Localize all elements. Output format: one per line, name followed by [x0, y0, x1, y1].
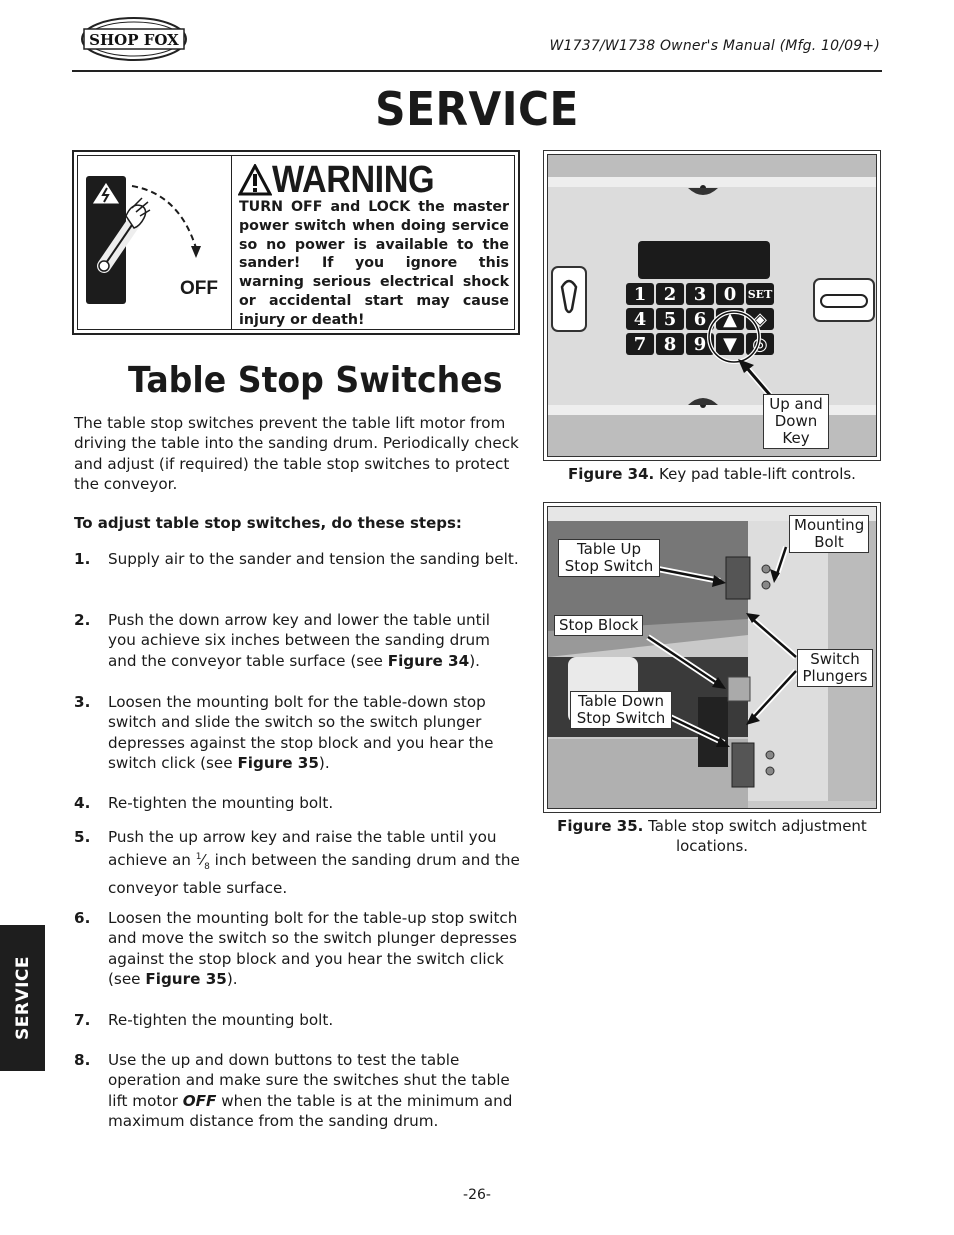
- warning-inner-frame: [77, 155, 515, 330]
- keypad-photo: [547, 154, 877, 457]
- shop-fox-logo: [80, 16, 188, 62]
- figure-label: Figure 34.: [568, 465, 655, 483]
- step-text-part: ).: [469, 651, 480, 670]
- step-text-part: Push the up arrow key and raise the table until you achieve an: [108, 828, 497, 870]
- warning-box: [72, 150, 520, 335]
- step-text: [108, 610, 522, 671]
- fraction-numerator: 1: [195, 852, 202, 863]
- keypad-down-arrow-icon: ▼: [716, 333, 744, 355]
- step-number: 3.: [74, 693, 91, 711]
- figure-caption-text: Key pad table-lift controls.: [659, 465, 856, 483]
- power-switch-off-icon: [84, 174, 224, 309]
- warning-heading: [238, 160, 452, 200]
- callout-switch-plungers: [797, 649, 873, 687]
- keypad-key-0: 0: [716, 283, 744, 305]
- keypad-key-9: 9: [686, 333, 714, 355]
- step-text: [108, 908, 522, 990]
- section-title: SERVICE: [375, 82, 579, 136]
- callout-text: Mounting Bolt: [794, 516, 865, 551]
- figure-34-caption: [543, 464, 881, 484]
- step-number: 7.: [74, 1011, 91, 1029]
- warning-divider: [231, 156, 232, 329]
- step-number: 2.: [74, 611, 91, 629]
- step-number: 4.: [74, 794, 91, 812]
- side-tab-label: SERVICE: [12, 955, 33, 1041]
- fraction-denominator: 8: [204, 862, 210, 873]
- step-text: Re-tighten the mounting bolt.: [108, 794, 334, 812]
- keypad-key-5: 5: [656, 308, 684, 330]
- step-text: Push the up arrow key and raise the table until you achieve an $^1⁄_8$ inch between the sanding drum and the conveyor table surface.: [108, 828, 520, 897]
- keypad-circle-icon: ◎: [746, 333, 774, 355]
- step-number: 8.: [74, 1051, 91, 1069]
- step-text: Re-tighten the mounting bolt.: [108, 1011, 334, 1029]
- figure-label: Figure 35.: [557, 817, 644, 835]
- step-number: 6.: [74, 909, 91, 927]
- keypad-diamond-icon: ◈: [746, 308, 774, 330]
- step-text-part: when the table is at the minimum and maximum distance from the sanding drum.: [108, 1091, 513, 1131]
- figure-reference: Figure 34: [387, 651, 470, 670]
- step-text-part: ).: [318, 754, 330, 773]
- step-text-part: Push the down arrow key and lower the table until you achieve six inches between the sanding drum and the conveyor table surface (see: [108, 611, 491, 670]
- off-emphasis: OFF: [182, 1091, 217, 1110]
- side-section-tab: [0, 925, 45, 1071]
- keypad-key-4: 4: [626, 308, 654, 330]
- callout-up-down-key: Up and Down Key: [763, 394, 829, 449]
- callout-stop-block: Stop Block: [554, 615, 643, 636]
- keypad-key-6: 6: [686, 308, 714, 330]
- step-text: [108, 1050, 522, 1132]
- figure-reference: Figure 35: [237, 754, 319, 773]
- step-text-part: Loosen the mounting bolt for the table-down stop switch and slide the switch so the switch plunger depresses against the stop block and you hear the switch click (see: [108, 693, 494, 773]
- figure-35-caption: [543, 816, 881, 857]
- step-text: [108, 692, 522, 774]
- callout-text: Table Up Stop Switch: [564, 540, 654, 575]
- logo-wordmark: SHOP FOX: [89, 31, 179, 49]
- manual-title: W1737/W1738 Owner's Manual (Mfg. 10/09+): [549, 38, 880, 54]
- figure-caption-text: Table stop switch adjustment locations.: [648, 817, 867, 856]
- steps-heading: To adjust table stop switches, do these steps:: [74, 514, 462, 532]
- subsection-title: Table Stop Switches: [128, 360, 503, 401]
- warning-triangle-icon: [238, 164, 272, 196]
- off-label: OFF: [180, 278, 218, 299]
- step-number: 5.: [74, 828, 91, 846]
- callout-table-down-stop-switch: [570, 691, 672, 729]
- step-text: Supply air to the sander and tension the sanding belt.: [108, 550, 519, 568]
- step-number: 1.: [74, 550, 91, 568]
- stop-switch-photo: [547, 506, 877, 809]
- figure-reference: Figure 35: [145, 970, 227, 989]
- keypad-key-set: SET: [746, 283, 774, 305]
- keypad-key-1: 1: [626, 283, 654, 305]
- figure-35: [543, 502, 881, 813]
- callout-text: Switch Plungers: [802, 650, 868, 685]
- callout-table-up-stop-switch: [558, 539, 660, 577]
- step-text-part: ).: [226, 970, 238, 989]
- keypad-up-arrow-icon: ▲: [716, 308, 744, 330]
- keypad-key-2: 2: [656, 283, 684, 305]
- keypad-key-7: 7: [626, 333, 654, 355]
- callout-text: Table Down Stop Switch: [576, 692, 666, 727]
- page-number: -26-: [463, 1187, 491, 1203]
- figure-34: [543, 150, 881, 461]
- warning-text: TURN OFF and LOCK the master power switch when doing service so no power is available to the sander! If you ignore this warning serious electrical shock or accidental start may cause injury or death!: [239, 199, 509, 328]
- keypad-key-8: 8: [656, 333, 684, 355]
- callout-mounting-bolt: [789, 515, 869, 553]
- step-text-part: Loosen the mounting bolt for the table-up stop switch and move the switch so the switch plunger depresses against the stop block and you hear the switch click (see: [108, 909, 518, 989]
- step-text-part: Use the up and down buttons to test the table operation and make sure the switches shut the table lift motor: [108, 1051, 510, 1110]
- header-rule: [72, 70, 882, 72]
- intro-paragraph: The table stop switches prevent the table lift motor from driving the table into the sanding drum. Periodically check and adjust (if required) the table stop switches to protect the conveyor.: [74, 414, 519, 494]
- step-text-part: inch between the sanding drum and the conveyor table surface.: [108, 851, 520, 897]
- keypad-key-3: 3: [686, 283, 714, 305]
- warning-title: WARNING: [272, 158, 435, 201]
